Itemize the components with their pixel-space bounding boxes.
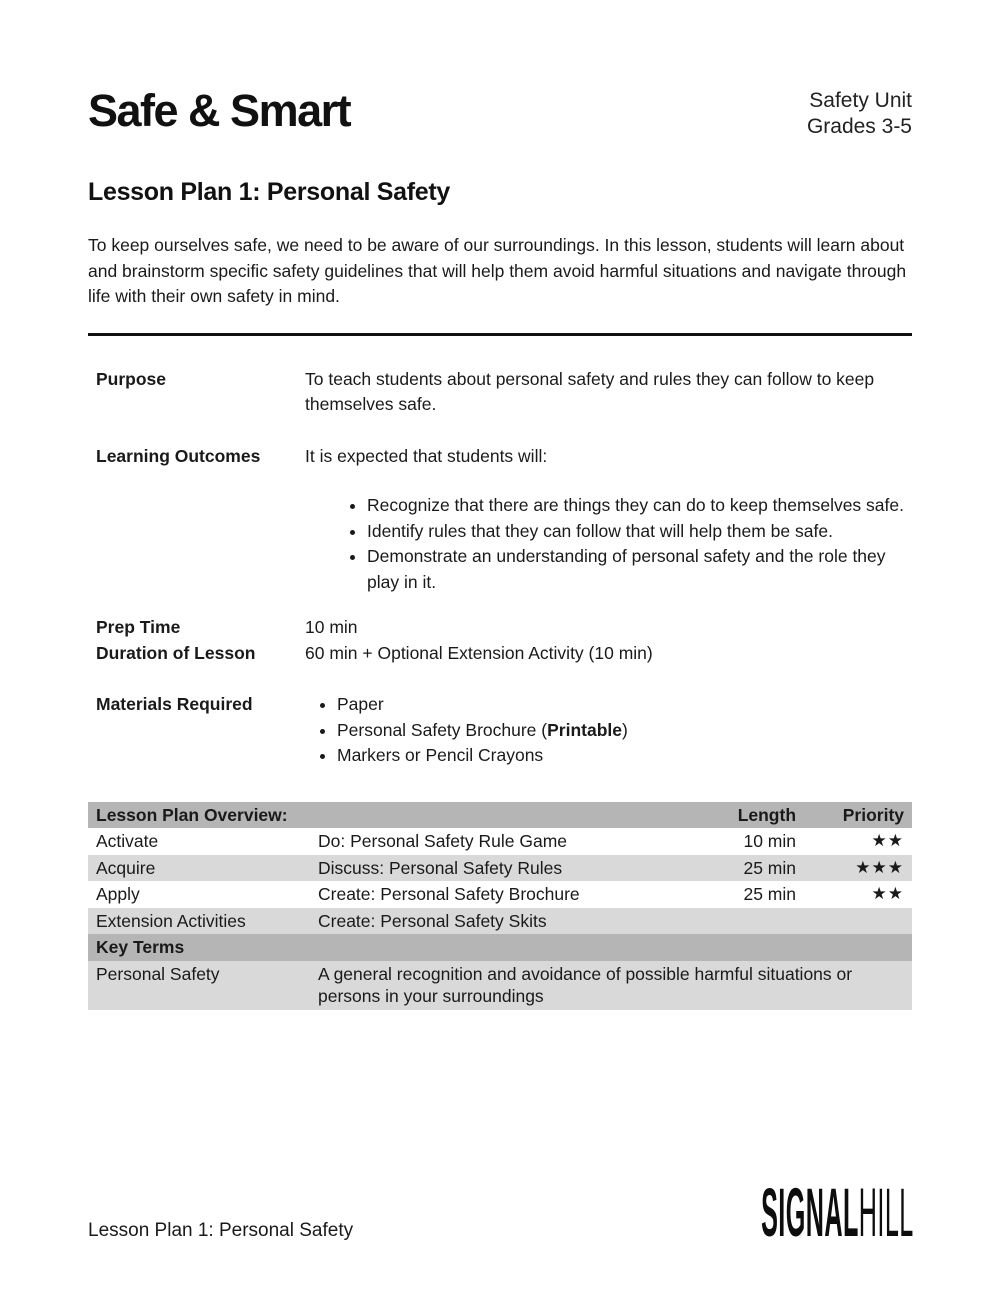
purpose-text: To teach students about personal safety and rules they can follow to keep themselves safe.: [305, 368, 875, 414]
page-footer: [88, 1176, 914, 1253]
material-item: • Markers or Pencil Crayons: [337, 743, 912, 769]
header-meta: [807, 86, 912, 140]
overview-title: Lesson Plan Overview:: [88, 802, 700, 829]
outcomes-list: [305, 493, 912, 595]
activity-cell: Create: Personal Safety Brochure: [310, 881, 700, 908]
outcome-item: • Demonstrate an understanding of personal safety and the role they play in it.: [367, 544, 912, 595]
outcomes-intro: It is expected that students will:: [305, 445, 548, 466]
key-term-row: [88, 961, 912, 1010]
lesson-overview-table: [88, 802, 912, 1010]
outcomes-content: [305, 444, 912, 596]
unit-label: Safety Unit: [809, 89, 912, 112]
materials-row: [96, 692, 912, 769]
activity-cell: Discuss: Personal Safety Rules: [310, 855, 700, 882]
phase-cell: Apply: [88, 881, 310, 908]
materials-list: [305, 692, 912, 769]
priority-column-header: Priority: [804, 802, 912, 829]
activity-cell: Do: Personal Safety Rule Game: [310, 828, 700, 855]
outcome-item: • Identify rules that they can follow that will help them be safe.: [367, 519, 912, 545]
definition-cell: A general recognition and avoidance of possible harmful situations or persons in your surroundings: [310, 961, 912, 1010]
materials-label: Materials Required: [96, 694, 253, 714]
priority-stars: ★★: [804, 881, 912, 908]
table-row: [88, 855, 912, 882]
table-row: [88, 828, 912, 855]
page-header: [88, 86, 912, 140]
lesson-details: [88, 367, 912, 769]
logo-hill-text: HILL: [859, 1176, 914, 1253]
material-item: • Paper: [337, 692, 912, 718]
purpose-label: Purpose: [96, 368, 167, 389]
prep-time-value: 10 min: [305, 617, 358, 637]
table-row: [88, 908, 912, 935]
outcome-item: • Recognize that there are things they can do to keep themselves safe.: [367, 493, 912, 519]
length-column-header: Length: [700, 802, 804, 829]
prep-time-row: [96, 615, 912, 641]
table-row: [88, 881, 912, 908]
material-item: • Personal Safety Brochure (Printable): [337, 718, 912, 744]
duration-value: 60 min + Optional Extension Activity (10 min): [305, 642, 653, 663]
phase-cell: Extension Activities: [88, 908, 310, 935]
brand-title: Safe & Smart: [88, 85, 351, 136]
footer-lesson-title: Lesson Plan 1: Personal Safety: [88, 1220, 354, 1241]
materials-content: [305, 692, 912, 769]
phase-cell: Acquire: [88, 855, 310, 882]
priority-stars: ★★: [804, 828, 912, 855]
key-terms-label: Key Terms: [88, 934, 912, 961]
purpose-row: [96, 367, 912, 418]
priority-stars: ★★★: [804, 855, 912, 882]
logo-signal-text: SIGNAL: [761, 1176, 860, 1253]
outcomes-row: [96, 444, 912, 596]
term-cell: Personal Safety: [88, 961, 310, 1010]
duration-label: Duration of Lesson: [96, 642, 256, 663]
phase-cell: Activate: [88, 828, 310, 855]
key-terms-header-row: [88, 934, 912, 961]
signal-hill-logo: [761, 1176, 914, 1253]
material-bold-text: Printable: [547, 719, 622, 740]
duration-row: [96, 641, 912, 667]
length-cell: 25 min: [700, 855, 804, 882]
intro-paragraph: To keep ourselves safe, we need to be aware of our surroundings. In this lesson, students will learn about and brainstorm specific safety guidelines that will help them avoid harmful situations and navigate through life with their own safety in mind.: [88, 235, 907, 306]
grades-label: Grades 3-5: [806, 115, 912, 138]
length-cell: 25 min: [700, 881, 804, 908]
prep-time-label: Prep Time: [96, 617, 181, 637]
activity-cell: Create: Personal Safety Skits: [310, 908, 912, 935]
outcomes-label: Learning Outcomes: [96, 445, 261, 466]
overview-header-row: [88, 802, 912, 829]
section-divider: [88, 333, 912, 336]
lesson-title: Lesson Plan 1: Personal Safety: [88, 178, 450, 206]
length-cell: 10 min: [700, 828, 804, 855]
